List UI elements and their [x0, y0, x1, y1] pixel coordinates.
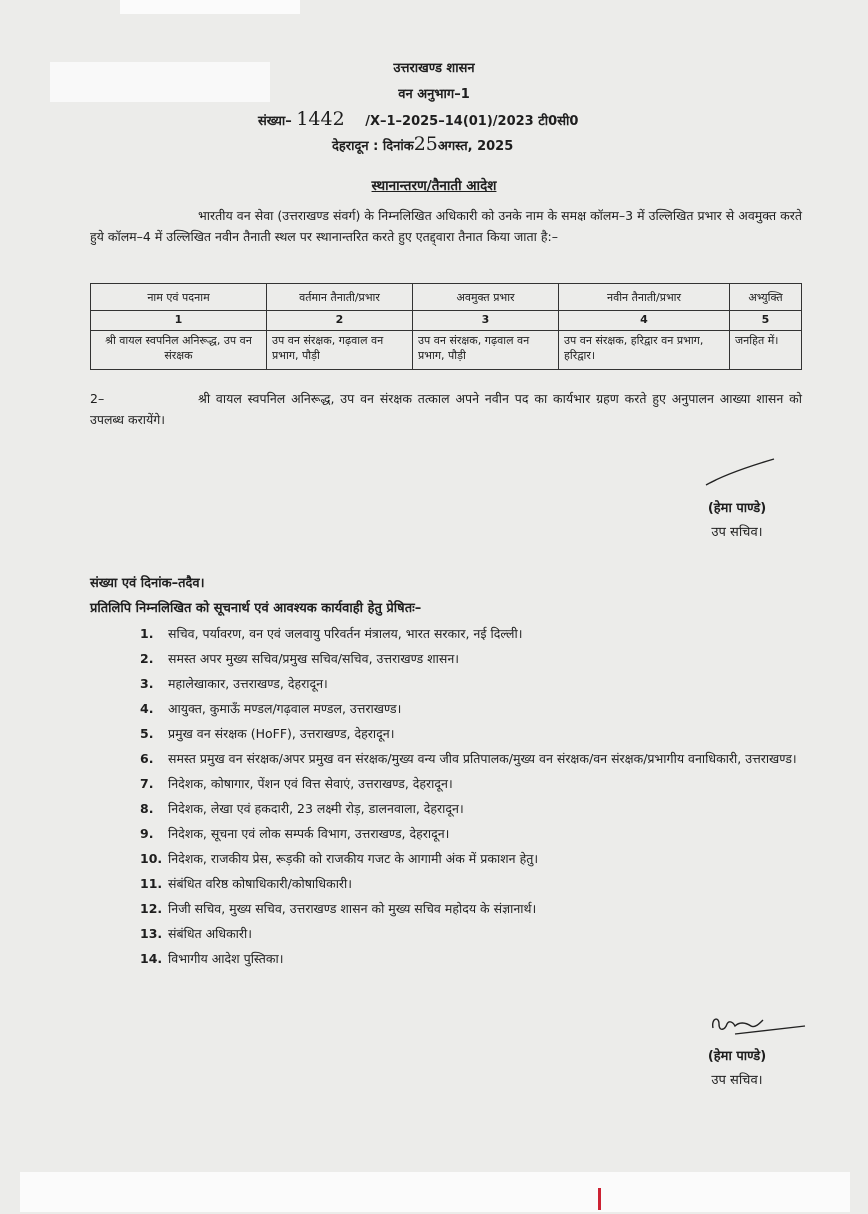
- col-number: 3: [413, 311, 559, 331]
- list-item: [140, 799, 820, 818]
- distribution-list: [140, 624, 820, 974]
- list-item: [140, 724, 820, 743]
- list-item-text: आयुक्त, कुमाऊँ मण्डल/गढ़वाल मण्डल, उत्तराखण्ड।: [168, 701, 402, 716]
- cell-remarks: जनहित में।: [730, 331, 802, 370]
- table-header: अवमुक्त प्रभार: [413, 284, 559, 311]
- copy-reference: संख्या एवं दिनांक–तदैव।: [90, 576, 205, 591]
- paragraph-2: श्री वायल स्वपनिल अनिरूद्ध, उप वन संरक्षक तत्काल अपने नवीन पद का कार्यभार ग्रहण करते हुए अनुपालन आख्या शासन को उपलब्ध करायेंगे।: [90, 391, 802, 427]
- transfer-table: [90, 283, 802, 370]
- list-item-text: संबंधित अधिकारी।: [168, 926, 253, 941]
- list-item: [140, 924, 820, 943]
- list-item: [140, 749, 820, 768]
- list-item: [140, 824, 820, 843]
- table-header: वर्तमान तैनाती/प्रभार: [267, 284, 413, 311]
- list-item: [140, 699, 820, 718]
- list-item: [140, 674, 820, 693]
- list-item-number: 14.: [140, 951, 163, 966]
- copy-heading: प्रतिलिपि निम्नलिखित को सूचनार्थ एवं आवश्यक कार्यवाही हेतु प्रेषितः–: [90, 601, 422, 616]
- table-header: अभ्युक्ति: [730, 284, 802, 311]
- list-item-number: 10.: [140, 851, 163, 866]
- col-number: 5: [730, 311, 802, 331]
- signature-block-2: [682, 1046, 792, 1088]
- bottom-mark: [598, 1188, 601, 1210]
- redaction-bottom: [20, 1172, 850, 1212]
- list-item-text: समस्त प्रमुख वन संरक्षक/अपर प्रमुख वन संरक्षक/मुख्य वन्य जीव प्रतिपालक/मुख्य वन संरक्षक/वन संरक्षक/प्रभागीय वनाधिकारी, उत्तराखण्ड।: [168, 751, 797, 766]
- list-item-text: निजी सचिव, मुख्य सचिव, उत्तराखण्ड शासन को मुख्य सचिव महोदय के संज्ञानार्थ।: [168, 901, 537, 916]
- list-item-number: 9.: [140, 826, 154, 841]
- cell-new-posting: उप वन संरक्षक, हरिद्वार वन प्रभाग, हरिद्वार।: [559, 331, 730, 370]
- list-item-number: 6.: [140, 751, 154, 766]
- list-item-number: 7.: [140, 776, 154, 791]
- list-item-text: विभागीय आदेश पुस्तिका।: [168, 951, 284, 966]
- list-item-text: महालेखाकार, उत्तराखण्ड, देहरादून।: [168, 676, 328, 691]
- list-item-text: निदेशक, लेखा एवं हकदारी, 23 लक्ष्मी रोड़, डालनवाला, देहरादून।: [168, 801, 464, 816]
- handwritten-date: 25: [413, 133, 438, 155]
- paragraph-1: भारतीय वन सेवा (उत्तराखण्ड संवर्ग) के निम्नलिखित अधिकारी को उनके नाम के समक्ष कॉलम–3 में उल्लिखित प्रभार से अवमुक्त करते हुये कॉलम–4 में उल्लिखित नवीन तैनाती स्थल पर स्थानान्तरित करते हुए एतद्द्वारा तैनात किया जाता है:–: [90, 208, 802, 244]
- table-header: नाम एवं पदनाम: [91, 284, 267, 311]
- col-number: 4: [559, 311, 730, 331]
- handwritten-number: 1442: [296, 108, 345, 130]
- signatory-designation: उप सचिव।: [711, 1073, 763, 1088]
- redaction-top: [120, 0, 300, 14]
- list-item: [140, 624, 820, 643]
- order-date: देहरादून : दिनांक25अगस्त, 2025: [332, 133, 514, 155]
- cell-current-posting: उप वन संरक्षक, गढ़वाल वन प्रभाग, पौड़ी: [267, 331, 413, 370]
- list-item-number: 1.: [140, 626, 154, 641]
- table-header: नवीन तैनाती/प्रभार: [559, 284, 730, 311]
- list-item: [140, 874, 820, 893]
- signatory-name: (हेमा पाण्डे): [707, 501, 767, 516]
- govt-name: उत्तराखण्ड शासन: [393, 61, 475, 76]
- paragraph-2-number: 2–: [90, 391, 105, 406]
- list-item-number: 8.: [140, 801, 154, 816]
- cell-relieved-charge: उप वन संरक्षक, गढ़वाल वन प्रभाग, पौड़ी: [413, 331, 559, 370]
- list-item-number: 2.: [140, 651, 154, 666]
- list-item-text: प्रमुख वन संरक्षक (HoFF), उत्तराखण्ड, देहरादून।: [168, 726, 395, 741]
- signature-block-1: [682, 498, 792, 540]
- list-item-number: 11.: [140, 876, 163, 891]
- col-number: 2: [267, 311, 413, 331]
- table-row: [91, 331, 802, 370]
- list-item-number: 4.: [140, 701, 154, 716]
- list-item-number: 5.: [140, 726, 154, 741]
- list-item-number: 3.: [140, 676, 154, 691]
- list-item-text: संबंधित वरिष्ठ कोषाधिकारी/कोषाधिकारी।: [168, 876, 353, 891]
- order-title: स्थानान्तरण/तैनाती आदेश: [371, 178, 497, 194]
- list-item-text: निदेशक, राजकीय प्रेस, रूड़की को राजकीय गजट के आगामी अंक में प्रकाशन हेतु।: [168, 851, 539, 866]
- list-item-text: समस्त अपर मुख्य सचिव/प्रमुख सचिव/सचिव, उत्तराखण्ड शासन।: [168, 651, 460, 666]
- list-item: [140, 899, 820, 918]
- list-item: [140, 849, 820, 868]
- list-item: [140, 649, 820, 668]
- col-number: 1: [91, 311, 267, 331]
- cell-name: श्री वायल स्वपनिल अनिरूद्ध, उप वन संरक्षक: [91, 331, 267, 370]
- list-item-number: 12.: [140, 901, 163, 916]
- signature-2-icon: [705, 1010, 810, 1042]
- table-header-row: [91, 284, 802, 311]
- list-item: [140, 774, 820, 793]
- signatory-designation: उप सचिव।: [711, 525, 763, 540]
- section-name: वन अनुभाग–1: [398, 87, 470, 102]
- list-item-text: सचिव, पर्यावरण, वन एवं जलवायु परिवर्तन मंत्रालय, भारत सरकार, नई दिल्ली।: [168, 626, 523, 641]
- list-item-text: निदेशक, कोषागार, पेंशन एवं वित्त सेवाएं, उत्तराखण्ड, देहरादून।: [168, 776, 453, 791]
- table-colnum-row: [91, 311, 802, 331]
- signatory-name: (हेमा पाण्डे): [707, 1049, 767, 1064]
- signature-1-icon: [700, 455, 780, 490]
- list-item-number: 13.: [140, 926, 163, 941]
- order-number: संख्या– 1442 /X–1–2025–14(01)/2023 टी0सी0: [258, 108, 579, 130]
- list-item-text: निदेशक, सूचना एवं लोक सम्पर्क विभाग, उत्तराखण्ड, देहरादून।: [168, 826, 450, 841]
- list-item: [140, 949, 820, 968]
